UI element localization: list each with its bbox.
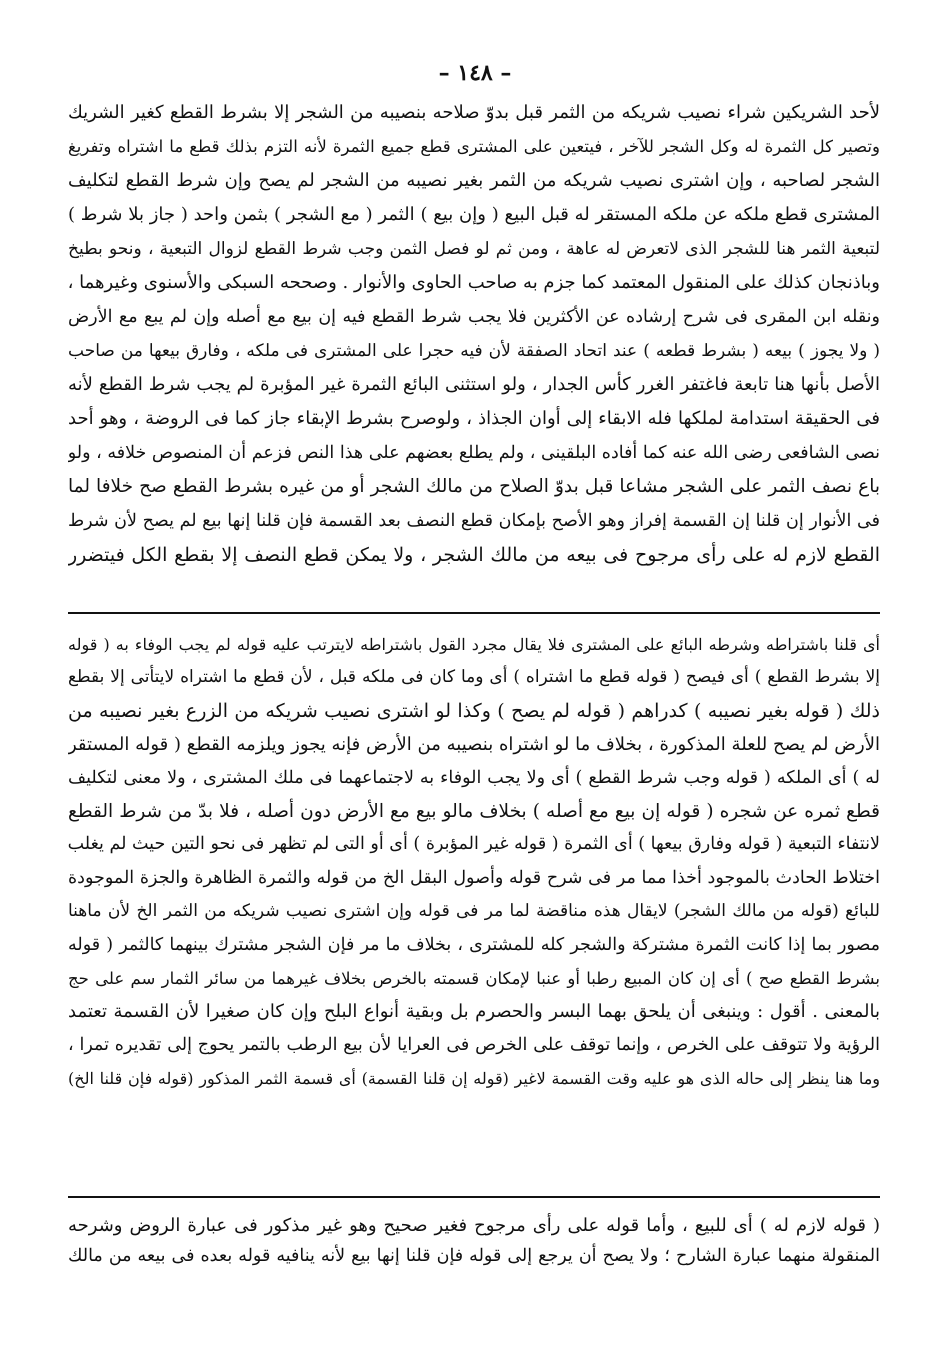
main-text-line: باع نصف الثمر على الشجر مشاعا قبل بدوّ الصلاح من مالك الشجر أو من غيره بشرط القطع صح خلافا لما xyxy=(68,476,880,497)
commentary-line: الرؤية ولا تتوقف على الخرص ، وإنما توقف على الخرص فى العرايا لأن بيع الرطب بالتمر يحوج إلى تقديره تمرا ، xyxy=(68,1034,880,1055)
main-text-line: فى الحقيقة استدامة لملكها فله الابقاء إلى أوان الجذاذ ، ولوصرح بشرط الإبقاء جاز كما فى الروضة ، وهو أحد xyxy=(68,408,880,429)
page-number: – ١٤٨ – xyxy=(438,60,512,86)
main-text-block xyxy=(68,96,880,572)
main-text-line: وباذنجان كذلك على المنقول المعتمد كما جزم به صاحب الحاوى والأنوار . وصححه السبكى والأسنوى وغيرهما ، xyxy=(68,272,880,293)
commentary-line: وما هنا ينظر إلى حاله الذى هو عليه وقت القسمة لاغير (قوله إن قلنا القسمة) أى قسمة الثمر المذكور (قوله فإن قلنا الخ) xyxy=(68,1069,880,1089)
commentary-line: مصور بما إذا كانت الثمرة مشتركة والشجر كله للمشترى ، بخلاف ما مر فإن الشجر مشترك بينهما كالثمر ( قوله xyxy=(68,934,880,955)
main-text-line: المشترى قطع ملكه عن ملكه المستقر له قبل البيع ( وإن بيع ) الثمر ( مع الشجر ) بثمن واحد ( جاز بلا شرط ) xyxy=(68,204,880,225)
commentary-line: الأرض لم يصح للعلة المذكورة ، بخلاف ما لو اشتراه بنصيبه من الأرض فإنه يجوز ويلزمه القطع ( قوله المستقر xyxy=(68,734,880,756)
main-text-line: وتصير كل الثمرة له وكل الشجر للآخر ، فيتعين على المشترى قطع جميع الثمرة لأنه التزم بذلك قطع ما اشتراه وتفريغ xyxy=(68,137,880,156)
footnote-divider xyxy=(68,1196,880,1198)
main-text-line: الشجر لصاحبه ، وإن اشترى نصيب شريكه من الثمر بغير نصيبه من الشجر لم يصح وإن شرط القطع لتكليف xyxy=(68,170,880,191)
main-text-line: ونقله ابن المقرى فى شرح إرشاده عن الأكثرين فلا يجب شرط القطع فيه إن بيع مع أصله وإن لم يبع مع الأرض xyxy=(68,307,880,327)
commentary-line: بالمعنى . أقول : وينبغى أن يلحق بهما البسر والحصرم بل وبقية أنواع البلح وإن كان صغيرا لأن القسمة تعتمد xyxy=(68,1001,880,1023)
main-text-line: فى الأنوار إن قلنا إن القسمة إفراز وهو الأصح بإمكان قطع النصف بعد القسمة فإن قلنا إنها بيع لم يصح لأن شرط xyxy=(68,511,880,531)
commentary-line: أى قلنا باشتراطه وشرطه البائع على المشترى فلا يقال مجرد القول باشتراطه لايترتب عليه قوله لم يجب الوفاء به ( قوله xyxy=(68,635,880,654)
commentary-line: إلا بشرط القطع ) أى فيصح ( قوله قطع ما اشتراه ) أى وما كان فى ملكه قبل ، لأن قطع ما اشتراه لايتأتى إلا بقطع xyxy=(68,667,880,688)
main-text-line: الأصل بأنها هنا تابعة فاغتفر الغرر كأس الجدار ، ولو استثنى البائع الثمرة غير المؤبرة لم يجب شرط القطع لأنه xyxy=(68,374,880,395)
commentary-line: ذلك ( قوله بغير نصيبه ) كدراهم ( قوله لم يصح ) وكذا لو اشترى نصيب شريكه من الزرع بغير نصيبه من xyxy=(68,699,880,722)
section-divider xyxy=(68,612,880,614)
main-text-line: ( ولا يجوز ) بيعه ( بشرط قطعه ) عند اتحاد الصفقة لأن فيه حجرا على المشترى فى ملكه ، وفارق بيعها من صاحب xyxy=(68,341,880,361)
footnote-line: المنقولة منهما عبارة الشارح ؛ ولا يصح أن يرجع إلى قوله فإن قلنا إنها بيع لأنه ينافيه قوله بعده فى بيعه من مالك xyxy=(68,1246,880,1266)
main-text-line: القطع لازم له على رأى مرجوح فى بيعه من مالك الشجر ، ولا يمكن قطع النصف إلا بقطع الكل فيتضرر xyxy=(68,544,880,566)
footnote-line: ( قوله لازم له ) أى للبيع ، وأما قوله على رأى مرجوح فغير صحيح وهو غير مذكور فى عبارة الروض وشرحه xyxy=(68,1215,880,1236)
footnote-block xyxy=(68,1211,880,1271)
main-text-line: لأحد الشريكين شراء نصيب شريكه من الثمر قبل بدوّ صلاحه بنصيبه من الشجر إلا بشرط القطع كغير الشريك xyxy=(68,102,880,123)
main-text-line: لتبعية الثمر هنا للشجر الذى لاتعرض له عاهة ، ومن ثم لو فصل الثمن وجب شرط القطع لزوال التبعية ، ونحو بطيخ xyxy=(68,239,880,259)
commentary-line: للبائع (قوله من مالك الشجر) لايقال هذه مناقضة لما مر فى قوله وإن اشترى نصيب شريكه من الثمر الخ لأن ماهنا xyxy=(68,901,880,922)
main-text-line: نصى الشافعى رضى الله عنه كما أفاده البلقينى ، ولم يطلع بعضهم على هذا النص فزعم أن المنصوص خلافه ، ولو xyxy=(68,443,880,463)
commentary-line: بشرط القطع صح ) أى إن كان المبيع رطبا أو عنبا لإمكان قسمته بالخرص بخلاف غيرهما من سائر الثمار سم على حج xyxy=(68,968,880,988)
commentary-line: اختلاط الحادث بالموجود أخذا مما مر فى شرح قوله وأصول البقل الخ من قوله والثمرة الظاهرة والجزة الموجودة xyxy=(68,867,880,888)
commentary-line: له ) أى الملكه ( قوله وجب شرط القطع ) أى ولا يجب الوفاء به لاجتماعهما فى ملك المشترى ، ولا معنى لتكليف xyxy=(68,767,880,788)
commentary-block xyxy=(68,628,880,1095)
commentary-line: لانتفاء التبعية ( قوله وفارق بيعها ) أى الثمرة ( قوله غير المؤبرة ) أى أو التى لم تظهر فى نحو التين حيث لم يغلب xyxy=(68,834,880,855)
commentary-line: قطع ثمره عن شجره ( قوله إن بيع مع أصله ) بخلاف مالو بيع مع الأرض دون أصله ، فلا بدّ من شرط القطع xyxy=(68,800,880,822)
